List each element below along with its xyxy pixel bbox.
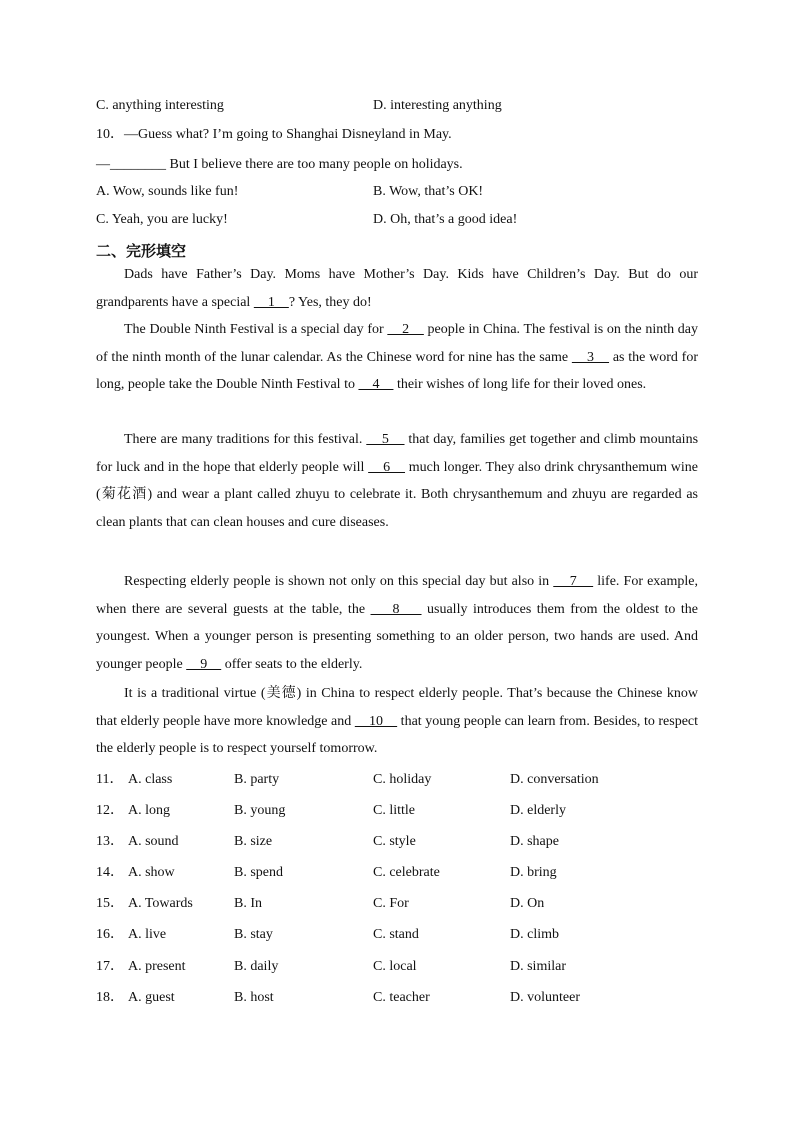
q10-dash: — <box>96 157 110 172</box>
option-c: C. holiday <box>373 772 432 787</box>
q10-option-b: B. Wow, that’s OK! <box>373 184 484 199</box>
question-number: 13． <box>96 834 124 849</box>
passage-paragraph-2 <box>96 316 698 399</box>
passage-paragraph-5 <box>96 680 698 763</box>
question-number: 14． <box>96 865 124 880</box>
q10-option-a: A. Wow, sounds like fun! <box>96 184 239 199</box>
option-c: C. teacher <box>373 990 430 1005</box>
option-row-11 <box>96 770 696 790</box>
option-a: A. guest <box>128 990 175 1005</box>
q10-option-d: D. Oh, that’s a good idea! <box>373 212 518 227</box>
passage-text: Respecting elderly people is shown not only on this special day but also in <box>124 574 554 589</box>
q10-reply-text: But I believe there are too many people on holidays. <box>166 157 463 172</box>
question-number: 15． <box>96 896 124 911</box>
passage-text: It is a traditional virtue (美德) in China to respect elderly people. That’s because the Chinese know that elderly people have more knowledge and <box>96 686 698 729</box>
section-heading: 二、完形填空 <box>96 242 187 260</box>
passage-paragraph-4 <box>96 568 698 678</box>
option-c: C. celebrate <box>373 865 440 880</box>
blank-2: 2 <box>387 322 424 337</box>
option-c: C. local <box>373 959 417 974</box>
option-row-15 <box>96 894 696 914</box>
passage-text: The Double Ninth Festival is a special day for <box>124 322 388 337</box>
question-number: 11． <box>96 772 124 787</box>
option-row-17 <box>96 957 696 977</box>
q10-answer-blank: ________ <box>110 157 166 172</box>
option-c: C. style <box>373 834 416 849</box>
option-c: C. stand <box>373 927 419 942</box>
option-d: D. elderly <box>510 803 566 818</box>
option-a: A. show <box>128 865 175 880</box>
option-b: B. In <box>234 896 262 911</box>
passage-text: people in China. The festival is on the ninth day of the ninth month of the lunar calendar. As the Chinese word for nine has the same <box>96 322 699 365</box>
option-b: B. party <box>234 772 280 787</box>
option-a: A. live <box>128 927 167 942</box>
passage-text: ? Yes, they do! <box>288 294 372 310</box>
blank-7: 7 <box>553 574 594 589</box>
blank-8: 8 <box>370 601 422 617</box>
option-row-16 <box>96 925 696 945</box>
question-number: 16． <box>96 927 124 942</box>
passage-text: life. For example, when there are several guests at the table, the <box>96 574 699 617</box>
q9-option-d: D. interesting anything <box>373 98 502 113</box>
option-b: B. size <box>234 834 273 849</box>
passage-text: that young people can learn from. Besides, to respect the elderly people is to respect yourself tomorrow. <box>96 713 699 756</box>
passage-text: Dads have Father’s Day. Moms have Mother’s Day. Kids have Children’s Day. But do our grandparents have a special <box>96 267 698 310</box>
question-number: 18． <box>96 990 124 1005</box>
blank-9: 9 <box>186 656 222 672</box>
passage-text: There are many traditions for this festival. <box>124 432 367 447</box>
option-c: C. little <box>373 803 415 818</box>
option-a: A. long <box>128 803 170 818</box>
option-a: A. Towards <box>128 896 193 911</box>
q10-stem: 10．—Guess what? I’m going to Shanghai Disneyland in May. <box>96 127 452 142</box>
blank-1: 1 <box>253 294 289 310</box>
question-number: 12． <box>96 803 124 818</box>
option-d: D. bring <box>510 865 557 880</box>
option-row-18 <box>96 988 696 1008</box>
question-number: 17． <box>96 959 124 974</box>
option-d: D. shape <box>510 834 559 849</box>
blank-6: 6 <box>368 459 406 475</box>
passage-text: offer seats to the elderly. <box>221 656 363 672</box>
passage-text: their wishes of long life for their loved ones. <box>393 377 647 392</box>
option-b: B. host <box>234 990 274 1005</box>
option-b: B. daily <box>234 959 279 974</box>
passage-paragraph-3 <box>96 426 698 536</box>
blank-10: 10 <box>354 713 398 729</box>
passage-text: much longer. They also drink chrysanthemum wine (菊花酒) and wear a plant called zhuyu to celebrate it. Both chrysanthemum and zhuyu are regarded as clean plants that can clean houses and cure diseases. <box>96 459 698 530</box>
option-a: A. present <box>128 959 186 974</box>
option-d: D. volunteer <box>510 990 580 1005</box>
option-row-12 <box>96 801 696 821</box>
option-b: B. young <box>234 803 286 818</box>
q9-option-c: C. anything interesting <box>96 98 224 113</box>
option-d: D. On <box>510 896 545 911</box>
q10-option-c: C. Yeah, you are lucky! <box>96 212 228 227</box>
passage-text: usually introduces them from the oldest to the youngest. When a younger person is presenting something to an older person, two hands are used. And younger people <box>96 601 698 672</box>
passage-text: that day, families get together and climb mountains for luck and in the hope that elderly people will <box>96 432 699 475</box>
option-row-13 <box>96 832 696 852</box>
option-a: A. sound <box>128 834 179 849</box>
option-b: B. spend <box>234 865 283 880</box>
option-d: D. conversation <box>510 772 599 787</box>
option-a: A. class <box>128 772 173 787</box>
passage-paragraph-1 <box>96 261 698 316</box>
blank-3: 3 <box>571 349 610 365</box>
option-row-14 <box>96 863 696 883</box>
blank-5: 5 <box>366 432 405 447</box>
blank-4: 4 <box>358 377 394 392</box>
option-c: C. For <box>373 896 409 911</box>
option-b: B. stay <box>234 927 273 942</box>
passage-text: as the word for long, people take the Double Ninth Festival to <box>96 349 698 392</box>
option-d: D. similar <box>510 959 566 974</box>
option-d: D. climb <box>510 927 559 942</box>
q10-reply <box>96 155 463 175</box>
